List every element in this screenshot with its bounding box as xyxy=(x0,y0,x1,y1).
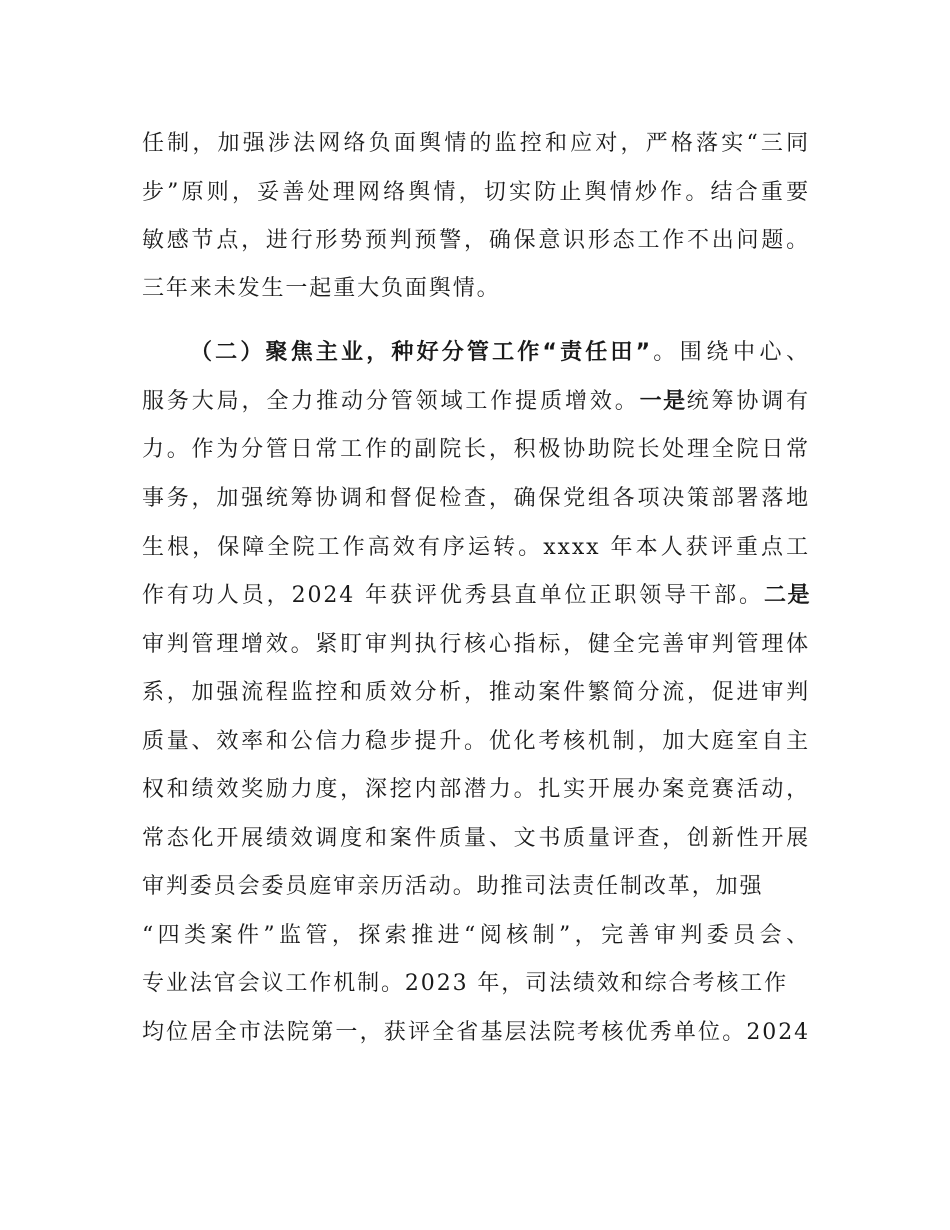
point-2-label: 二是 xyxy=(763,583,810,608)
paragraph-2-line-15: 均位居全市法院第一，获评全省基层法院考核优秀单位。2024 xyxy=(142,1020,810,1045)
paragraph-2-line-2 xyxy=(142,383,810,421)
paragraph-1-line-1: 任制，加强涉法网络负面舆情的监控和应对，严格落实“三同 xyxy=(142,131,810,156)
paragraph-2-line-14: 专业法官会议工作机制。2023 年，司法绩效和综合考核工作 xyxy=(142,971,789,996)
paragraph-2-line-13: “四类案件”监管，探索推进“阅核制”，完善审判委员会、 xyxy=(142,923,810,948)
paragraph-1-line-2: 步”原则，妥善处理网络舆情，切实防止舆情炒作。结合重要 xyxy=(142,180,810,205)
paragraph-1-line-3: 敏感节点，进行形势预判预警，确保意识形态工作不出问题。 xyxy=(142,228,810,253)
paragraph-2-line-7: 审判管理增效。紧盯审判执行核心指标，健全完善审判管理体 xyxy=(142,632,810,657)
paragraph-2-line-3: 力。作为分管日常工作的副院长，积极协助院长处理全院日常 xyxy=(142,437,810,462)
heading-tail: 。围绕中心、 xyxy=(650,340,811,365)
point-1-label: 一是 xyxy=(639,389,687,414)
line-6-pre: 作有功人员，2024 年获评优秀县直单位正职领导干部。 xyxy=(142,583,764,608)
paragraph-2-line-1 xyxy=(190,334,810,372)
paragraph-2-line-4: 事务，加强统筹协调和督促检查，确保党组各项决策部署落地 xyxy=(142,486,810,511)
line-2-pre: 服务大局，全力推动分管领域工作提质增效。 xyxy=(142,389,640,414)
paragraph-1-line-4: 三年来未发生一起重大负面舆情。 xyxy=(142,276,501,301)
paragraph-2-line-12: 审判委员会委员庭审亲历活动。助推司法责任制改革，加强 xyxy=(142,874,764,899)
paragraph-2-line-11: 常态化开展绩效调度和案件质量、文书质量评查，创新性开展 xyxy=(142,826,810,851)
paragraph-2-line-9: 质量、效率和公信力稳步提升。优化考核机制，加大庭室自主 xyxy=(142,729,810,754)
paragraph-2-line-6 xyxy=(142,577,810,615)
paragraph-2-line-5: 生根，保障全院工作高效有序运转。xxxx 年本人获评重点工 xyxy=(142,535,810,560)
paragraph-2-line-8: 系，加强流程监控和质效分析，推动案件繁简分流，促进审判 xyxy=(142,680,810,705)
paragraph-2-line-10: 权和绩效奖励力度，深挖内部潜力。扎实开展办案竞赛活动， xyxy=(142,777,810,802)
section-heading: （二）聚焦主业，种好分管工作“责任田” xyxy=(190,340,651,365)
line-2-post: 统筹协调有 xyxy=(686,389,810,414)
